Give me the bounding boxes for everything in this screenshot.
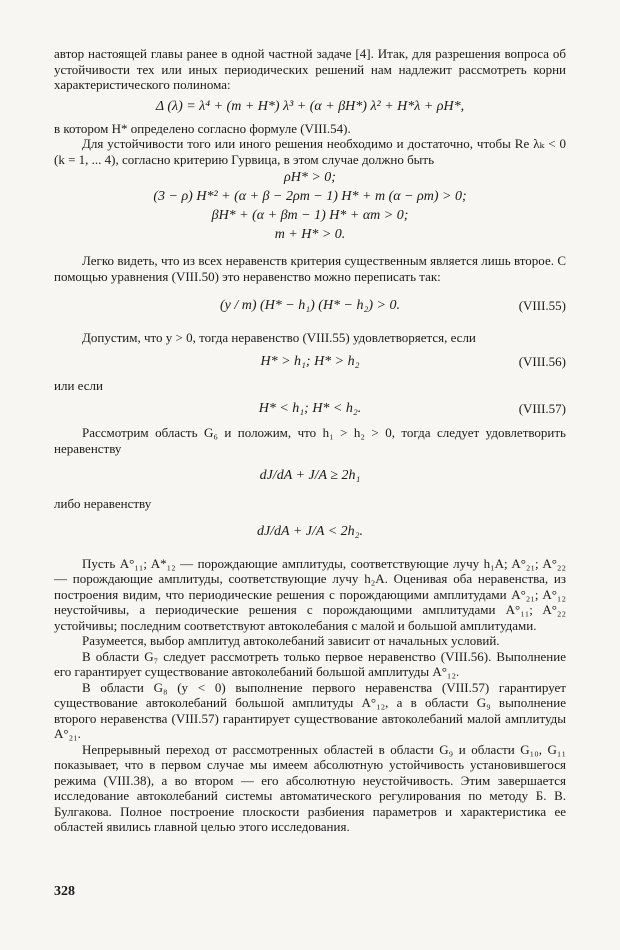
equation-viii-57 <box>54 399 566 419</box>
paragraph-either: либо неравенству <box>54 496 152 511</box>
paragraph-intro: автор настоящей главы ранее в одной частной задаче [4]. Итак, для разрешения вопроса об устойчивости тех или иных периодических решений нам надлежит рассмотреть корни характеристического полинома: <box>54 46 566 92</box>
equation-viii-55 <box>54 296 566 316</box>
equation-body: H* > h₁; H* > h₂ <box>260 353 360 369</box>
inequality-3: βH* + (α + βm − 1) H* + αm > 0; <box>211 208 409 223</box>
equation-body: H* < h₁; H* < h₂. <box>258 401 362 416</box>
characteristic-polynomial: Δ (λ) = λ⁴ + (m + H*) λ³ + (α + βH*) λ² + H*λ + ρH*, <box>155 98 465 114</box>
paragraph-region-g6: Рассмотрим область G₆ и положим, что h₁ > h₂ > 0, тогда следует удовлетворить неравенству <box>54 425 566 456</box>
differential-inequality-1: dJ/dA + J/A ≥ 2h₁ <box>259 468 361 483</box>
paragraph-amplitudes: Пусть A°₁₁; A*₁₂ — порождающие амплитуды, соответствующие лучу h₁A; A°₂₁; A°₂₂ — порождающие амплитуды, соответствующие лучу h₂A. Оценивая оба неравенства, из построения видим, что периодические решения с порождающими амплитудами A°₂₁; A°₁₂ неустойчивы, а периодические решения с порождающими амплитудами A°₁₁; A°₂₂ устойчивы; последним соответствуют автоколебания с малой и большой амплитудами. <box>54 555 566 633</box>
paragraph-initial-conditions: Разумеется, выбор амплитуд автоколебаний зависит от начальных условий. <box>82 633 500 648</box>
inequality-2: (3 − ρ) H*² + (α + β − 2ρm − 1) H* + m (α − ρm) > 0; <box>153 189 467 204</box>
equation-number: (VIII.57) <box>518 401 566 416</box>
paragraph-conclusion: Непрерывный переход от рассмотренных областей в области G₉ и области G₁₀, G₁₁ показывает, что в первом случае мы имеем абсолютную устойчивость установившегося режима (VIII.38), а во втором — его абсолютную неустойчивость. Этим завершается исследование автоколебаний системы автоматического регулирования по методу Б. В. Булгакова. Полное построение плоскости разбиения параметров и характеристика ее областей явились главной целью этого исследования. <box>54 741 566 834</box>
equation-body: (y / m) (H* − h₁) (H* − h₂) > 0. <box>220 298 400 313</box>
differential-inequality-2: dJ/dA + J/A < 2h₂. <box>256 523 364 539</box>
inequality-4: m + H* > 0. <box>274 227 346 242</box>
paragraph-suppose: Допустим, что y > 0, тогда неравенство (VIII.55) удовлетворяется, если <box>82 330 476 345</box>
equation-number: (VIII.55) <box>518 298 566 313</box>
paragraph-region-g8: В области G₈ (y < 0) выполнение первого неравенства (VIII.57) гарантирует существование автоколебаний большой амплитуды A°₁₂, а в области G₉ выполнение второго неравенства (VIII.57) гарантирует существование автоколебаний малой амплитуды A°₂₁. <box>54 679 566 741</box>
paragraph-h-definition: в котором H* определено согласно формуле (VIII.54). <box>54 120 351 136</box>
paragraph-or-if: или если <box>54 377 103 393</box>
paragraph-stability-condition: Для устойчивости того или иного решения необходимо и достаточно, чтобы Re λₖ < 0 (k = 1, ... 4), согласно критерию Гурвица, в этом случае должно быть <box>54 136 566 167</box>
equation-number: (VIII.56) <box>518 353 566 369</box>
paragraph-second-inequality: Легко видеть, что из всех неравенств критерия существенным является лишь второе. С помощью уравнения (VIII.50) это неравенство можно переписать так: <box>54 253 566 284</box>
paragraph-region-g7: В области G₇ следует рассмотреть только первое неравенство (VIII.56). Выполнение его гарантирует существование автоколебаний большой амплитуды A°₁₂. <box>54 648 566 679</box>
equation-viii-56 <box>54 352 566 372</box>
inequality-1: ρH* > 0; <box>284 170 336 185</box>
page-number: 328 <box>54 884 75 899</box>
